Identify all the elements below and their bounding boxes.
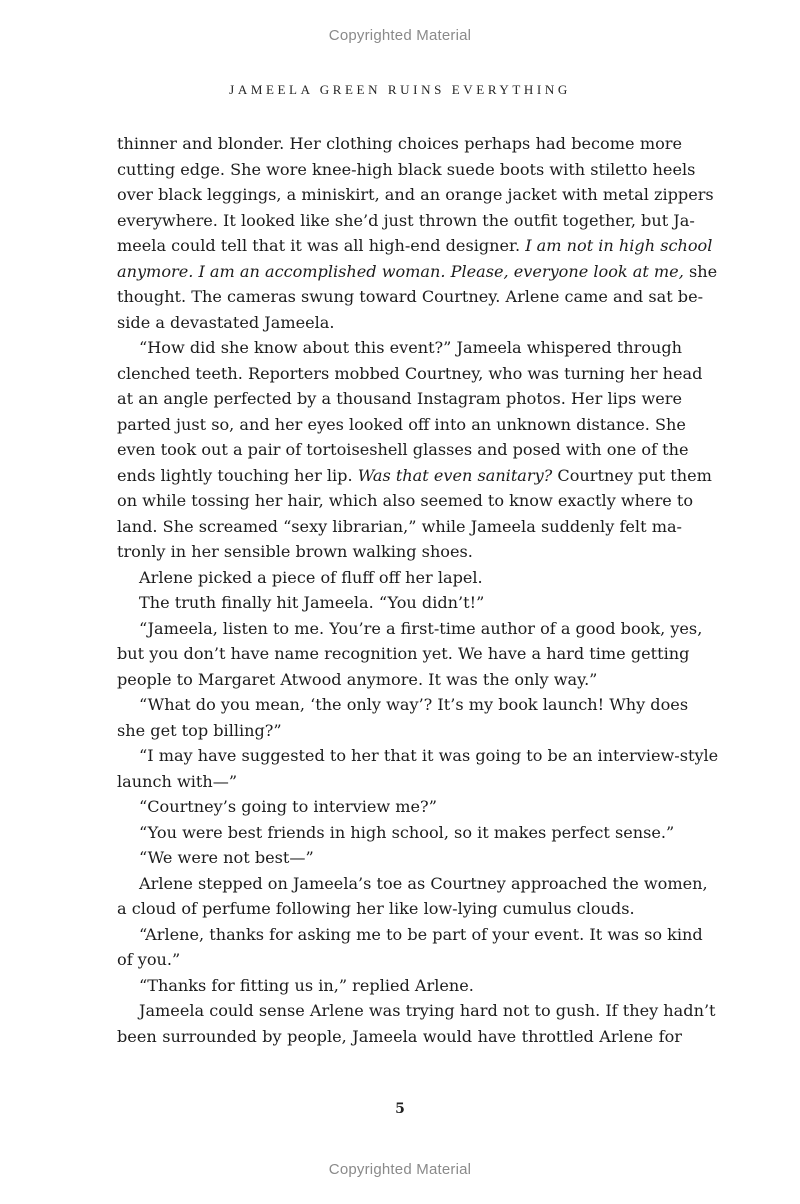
text-line: on while tossing her hair, which also seemed to know exactly where to: [117, 491, 694, 510]
text-line: “I may have suggested to her that it was going to be an interview-style: [139, 746, 719, 765]
body-text: [117, 131, 719, 1049]
italic-thought: anymore. I am an accomplished woman. Please, everyone look at me,: [117, 261, 684, 281]
text-line: clenched teeth. Reporters mobbed Courtney, who was turning her head: [117, 363, 703, 383]
text-line: meela could tell that it was all high-end designer. I am not in high school: [117, 236, 713, 255]
text-line: parted just so, and her eyes looked off into an unknown distance. She: [117, 414, 686, 434]
text-line: been surrounded by people, Jameela would have throttled Arlene for: [117, 1026, 682, 1046]
italic-thought: Was that even sanitary?: [357, 465, 553, 485]
text-line: “Arlene, thanks for asking me to be part of your event. It was so kind: [139, 924, 703, 944]
text-line: “Thanks for fitting us in,” replied Arlene.: [139, 975, 474, 995]
text-line: she get top billing?”: [117, 720, 282, 740]
text-line: launch with—”: [117, 771, 238, 791]
text-line: “What do you mean, ‘the only way’? It’s my book launch! Why does: [139, 695, 689, 714]
copyright-watermark-top: Copyrighted Material: [328, 27, 472, 44]
text-line: cutting edge. She wore knee-high black suede boots with stiletto heels: [117, 159, 696, 179]
text-line: tronly in her sensible brown walking shoes.: [117, 542, 473, 561]
text-line: “Courtney’s going to interview me?”: [139, 797, 437, 816]
text-line: of you.”: [117, 950, 181, 969]
text-line: thinner and blonder. Her clothing choices perhaps had become more: [117, 134, 682, 153]
text-line: land. She screamed “sexy librarian,” while Jameela suddenly felt ma-: [117, 516, 682, 536]
text-line: people to Margaret Atwood anymore. It was the only way.”: [117, 669, 598, 689]
text-line: everywhere. It looked like she’d just thrown the outfit together, but Ja-: [117, 210, 695, 230]
copyright-watermark-bottom: Copyrighted Material: [328, 1161, 472, 1178]
text-line: over black leggings, a miniskirt, and an orange jacket with metal zippers: [117, 185, 714, 204]
text-line: Arlene picked a piece of fluff off her lapel.: [139, 567, 483, 587]
text-line: thought. The cameras swung toward Courtney. Arlene came and sat be-: [117, 287, 704, 306]
italic-thought: I am not in high school: [525, 236, 713, 255]
text-line: even took out a pair of tortoiseshell glasses and posed with one of the: [117, 440, 689, 459]
text-line: side a devastated Jameela.: [117, 312, 335, 332]
text-line: The truth finally hit Jameela. “You didn’t!”: [139, 593, 485, 612]
text-line: a cloud of perfume following her like low-lying cumulus clouds.: [117, 899, 635, 918]
text-line: “How did she know about this event?” Jameela whispered through: [139, 338, 682, 357]
text-line: Arlene stepped on Jameela’s toe as Courtney approached the women,: [139, 873, 708, 893]
text-line: Jameela could sense Arlene was trying hard not to gush. If they hadn’t: [139, 1001, 716, 1020]
text-line: at an angle perfected by a thousand Instagram photos. Her lips were: [117, 389, 682, 408]
running-head: JAMEELA GREEN RUINS EVERYTHING: [229, 82, 571, 97]
page-number: 5: [395, 1101, 405, 1117]
text-line: “Jameela, listen to me. You’re a first-time author of a good book, yes,: [139, 618, 703, 638]
text-line: anymore. I am an accomplished woman. Please, everyone look at me, she: [117, 261, 718, 281]
text-line: but you don’t have name recognition yet. We have a hard time getting: [117, 644, 690, 663]
text-line: “We were not best—”: [139, 848, 314, 867]
text-line: “You were best friends in high school, so it makes perfect sense.”: [139, 822, 675, 842]
text-line: ends lightly touching her lip. Was that even sanitary? Courtney put them: [117, 465, 712, 485]
